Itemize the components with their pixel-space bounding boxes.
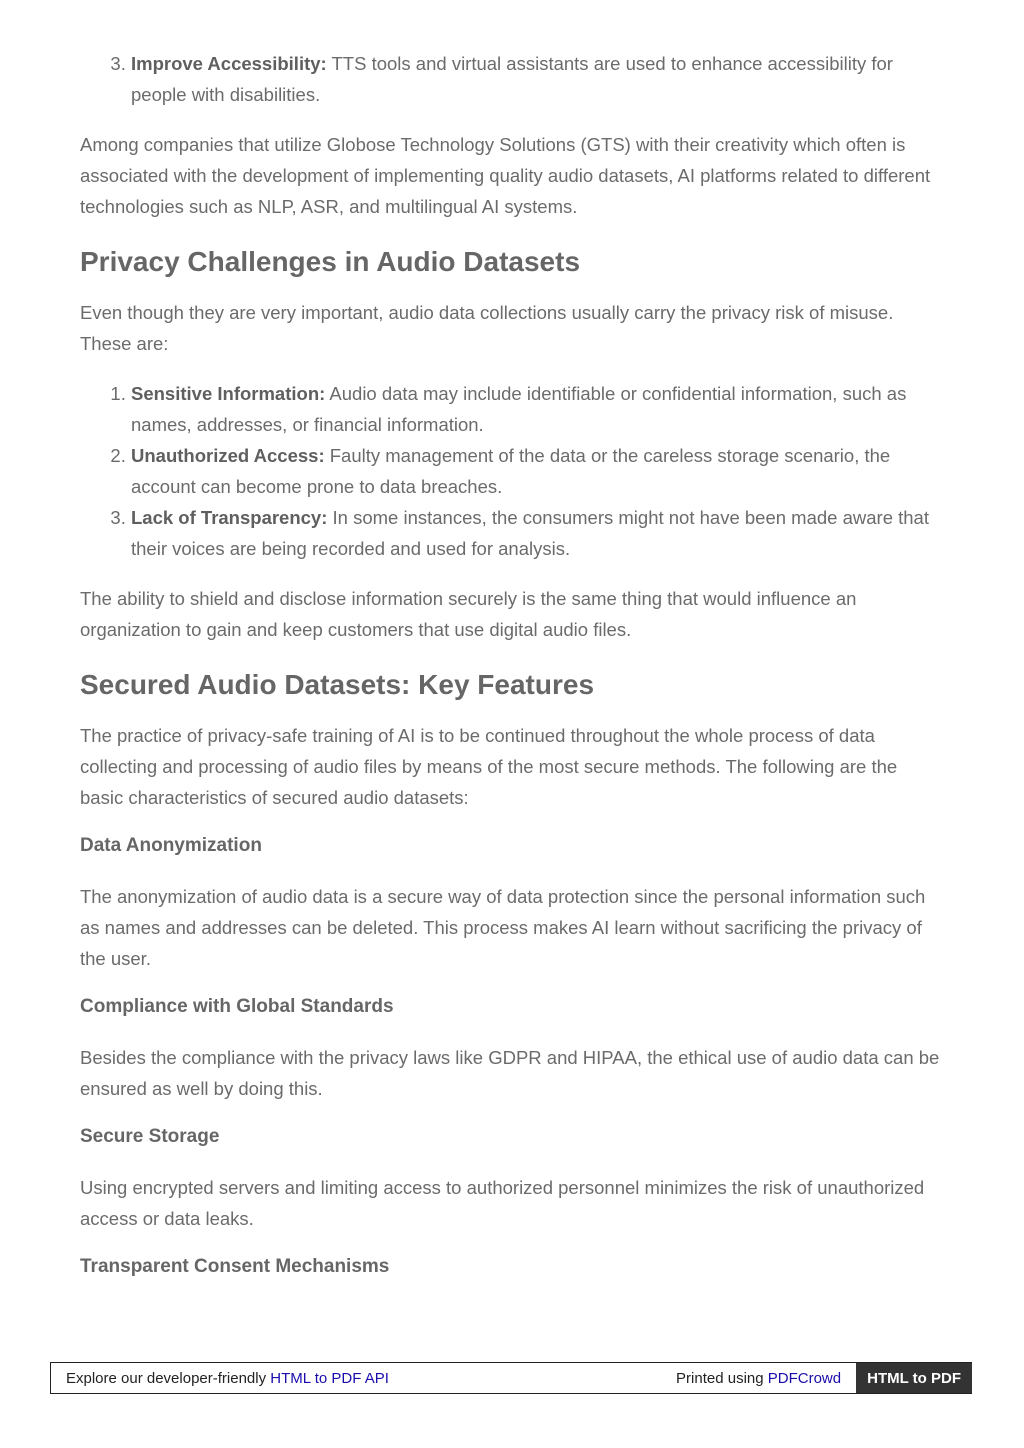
list-item-text: In some instances, the consumers might not have been made aware that their voices are being recorded and used for analysis. <box>131 507 929 559</box>
paragraph-gts: Among companies that utilize Globose Technology Solutions (GTS) with their creativity which often is associated with the development of implementing quality audio datasets, AI platforms related to different technologies such as NLP, ASR, and multilingual AI systems. <box>80 134 931 217</box>
list-item <box>131 48 944 110</box>
footer-explore <box>51 1370 676 1387</box>
paragraph-secured-intro: The practice of privacy-safe training of AI is to be continued throughout the whole process of data collecting and processing of audio files by means of the most secure methods. The following are the basic characteristics of secured audio datasets: <box>80 725 898 808</box>
footer-printed <box>676 1370 856 1387</box>
pdf-footer-bar <box>50 1362 972 1394</box>
paragraph-privacy-intro: Even though they are very important, audio data collections usually carry the privacy risk of misuse. These are: <box>80 302 894 354</box>
list-item-title: Sensitive Information: <box>131 383 326 404</box>
pdfcrowd-link[interactable]: PDFCrowd <box>767 1369 842 1387</box>
heading-privacy-challenges: Privacy Challenges in Audio Datasets <box>80 246 581 277</box>
paragraph-anonymization: The anonymization of audio data is a secure way of data protection since the personal information such as names and addresses can be deleted. This process makes AI learn without sacrificing the privacy of the user. <box>80 886 926 969</box>
privacy-challenges-list <box>80 378 944 564</box>
subheading-anonymization: Data Anonymization <box>80 835 262 856</box>
footer-printed-text: Printed using <box>676 1369 768 1387</box>
list-item <box>131 378 944 440</box>
list-item-title: Improve Accessibility: <box>131 53 327 74</box>
subheading-storage: Secure Storage <box>80 1126 220 1147</box>
paragraph-shield: The ability to shield and disclose information securely is the same thing that would influence an organization to gain and keep customers that use digital audio files. <box>80 588 857 640</box>
html-to-pdf-api-link[interactable]: HTML to PDF API <box>270 1369 389 1387</box>
list-item-text: Faulty management of the data or the careless storage scenario, the account can become prone to data breaches. <box>131 445 891 497</box>
html-to-pdf-badge[interactable]: HTML to PDF <box>856 1363 972 1393</box>
list-item-title: Lack of Transparency: <box>131 507 328 528</box>
list-item <box>131 440 944 502</box>
list-item-title: Unauthorized Access: <box>131 445 325 466</box>
list-item-text: Audio data may include identifiable or confidential information, such as names, addresses, or financial information. <box>131 383 907 435</box>
subheading-compliance: Compliance with Global Standards <box>80 996 394 1017</box>
subheading-consent: Transparent Consent Mechanisms <box>80 1256 390 1277</box>
paragraph-storage: Using encrypted servers and limiting access to authorized personnel minimizes the risk of unauthorized access or data leaks. <box>80 1177 925 1229</box>
footer-explore-text: Explore our developer-friendly <box>66 1369 271 1387</box>
document-page <box>80 48 944 1281</box>
list-item-text: TTS tools and virtual assistants are used to enhance accessibility for people with disabilities. <box>131 53 893 105</box>
heading-secured-datasets: Secured Audio Datasets: Key Features <box>80 669 595 700</box>
list-item <box>131 502 944 564</box>
paragraph-compliance: Besides the compliance with the privacy laws like GDPR and HIPAA, the ethical use of audio data can be ensured as well by doing this. <box>80 1047 940 1099</box>
benefits-list <box>80 48 944 110</box>
